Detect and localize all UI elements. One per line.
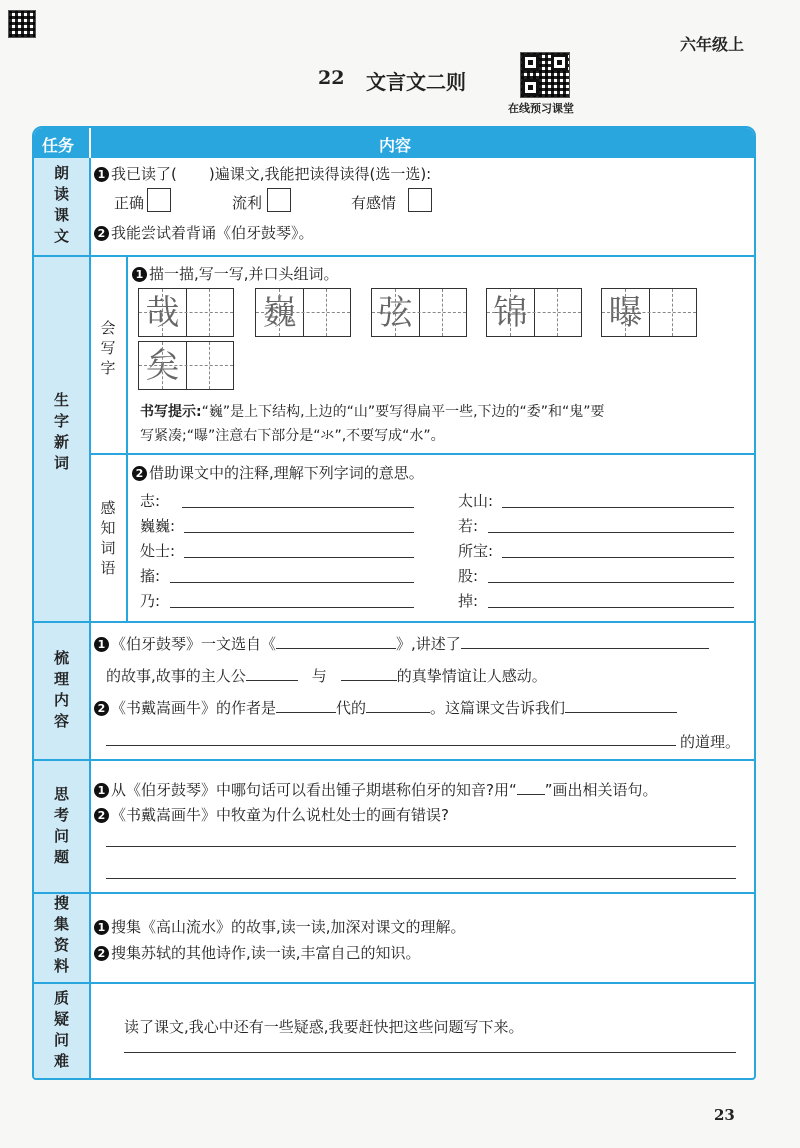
word-chushi: 处士: bbox=[140, 542, 176, 560]
word-zhi: 志: bbox=[140, 492, 161, 510]
option-fluent-label: 流利 bbox=[232, 194, 263, 212]
word-diao-answer[interactable] bbox=[488, 607, 734, 608]
think-answer-line-1[interactable] bbox=[106, 846, 736, 847]
trace-cell: 哉 bbox=[145, 293, 180, 333]
char-grid-6[interactable] bbox=[138, 341, 234, 390]
word-weiwei: 巍巍: bbox=[140, 517, 176, 535]
sort-line-1: 1 《伯牙鼓琴》一文选自《 》,讲述了 bbox=[94, 633, 709, 654]
trace-cell: 矣 bbox=[145, 346, 180, 386]
word-ruo: 若: bbox=[458, 517, 479, 535]
read-item-2: 2 我能尝试着背诵《伯牙鼓琴》。 bbox=[94, 222, 314, 243]
writing-tip-line-1: 书写提示:“巍”是上下结构,上边的“山”要写得扁平一些,下边的“委”和“鬼”要 bbox=[140, 404, 605, 420]
read-item-1: 1 我已读了( )遍课文,我能把读得读得(选一选): bbox=[94, 163, 431, 184]
trace-cell: 弦 bbox=[378, 293, 413, 333]
word-chushi-answer[interactable] bbox=[184, 557, 414, 558]
collect-item-1: 1 搜集《高山流水》的故事,读一读,加深对课文的理解。 bbox=[94, 916, 466, 937]
word-diao: 掉: bbox=[458, 592, 479, 610]
word-ruo-answer[interactable] bbox=[488, 532, 734, 533]
word-weiwei-answer[interactable] bbox=[184, 532, 414, 533]
word-chu-answer[interactable] bbox=[170, 582, 414, 583]
think-answer-line-2[interactable] bbox=[106, 878, 736, 879]
sort-answer-line[interactable] bbox=[106, 745, 676, 746]
option-correct-label: 正确 bbox=[114, 194, 145, 212]
option-fluent-box[interactable] bbox=[267, 188, 291, 212]
perceive-words-label: 感知词语 bbox=[100, 499, 116, 577]
char-grid-1[interactable] bbox=[138, 288, 234, 337]
page-number: 23 bbox=[714, 1106, 735, 1124]
lesson-number: 22 bbox=[318, 67, 345, 89]
write-chars-label: 会写字 bbox=[100, 319, 116, 377]
sort-line-3: 2 《书戴嵩画牛》的作者是 代的 。这篇课文告诉我们 bbox=[94, 697, 677, 718]
char-grid-5[interactable] bbox=[601, 288, 697, 337]
corner-qr-code bbox=[8, 10, 36, 38]
word-chu: 搐: bbox=[140, 567, 161, 585]
sort-line-2: 的故事,故事的主人公 与 的真挚情谊让人感动。 bbox=[106, 667, 547, 685]
chars-item-2: 2 借助课文中的注释,理解下列字词的意思。 bbox=[132, 462, 424, 483]
collect-item-2: 2 搜集苏轼的其他诗作,读一读,丰富自己的知识。 bbox=[94, 942, 421, 963]
sort-task-label: 梳理内容 bbox=[53, 649, 69, 730]
think-task-label: 思考问题 bbox=[53, 785, 69, 866]
option-correct-box[interactable] bbox=[147, 188, 171, 212]
think-item-2: 2 《书戴嵩画牛》中牧童为什么说杜处士的画有错误? bbox=[94, 804, 449, 825]
option-feeling-label: 有感情 bbox=[351, 194, 397, 212]
word-gu: 股: bbox=[458, 567, 479, 585]
char-grid-3[interactable] bbox=[371, 288, 467, 337]
sort-line-4: 的道理。 bbox=[680, 733, 741, 751]
task-table bbox=[32, 126, 756, 1080]
word-zhi-answer[interactable] bbox=[182, 507, 414, 508]
word-suobao-answer[interactable] bbox=[502, 557, 734, 558]
chars-item-1: 1 描一描,写一写,并口头组词。 bbox=[132, 263, 339, 284]
trace-cell: 曝 bbox=[608, 293, 643, 333]
chars-task-label: 生字新词 bbox=[53, 391, 69, 472]
think-item-1: 1 从《伯牙鼓琴》中哪句话可以看出锺子期堪称伯牙的知音?用“ ”画出相关语句。 bbox=[94, 779, 658, 800]
header-content: 内容 bbox=[379, 136, 412, 155]
preview-qr-code[interactable] bbox=[520, 52, 570, 98]
lesson-title: 文言文二则 bbox=[366, 70, 466, 94]
grade-label: 六年级上 bbox=[680, 35, 745, 54]
writing-tip-line-2: 写紧凑;“曝”注意右下部分是“氺”,不要写成“水”。 bbox=[140, 428, 445, 444]
read-task-label: 朗读课文 bbox=[53, 164, 69, 245]
word-nai-answer[interactable] bbox=[170, 607, 414, 608]
word-taishan: 太山: bbox=[458, 492, 494, 510]
question-answer-line[interactable] bbox=[124, 1052, 736, 1053]
question-prompt: 读了课文,我心中还有一些疑惑,我要赶快把这些问题写下来。 bbox=[124, 1018, 524, 1036]
qr-caption: 在线预习课堂 bbox=[508, 102, 574, 115]
option-feeling-box[interactable] bbox=[408, 188, 432, 212]
question-task-label: 质疑问难 bbox=[53, 989, 69, 1070]
header-task: 任务 bbox=[42, 136, 75, 155]
table-header bbox=[34, 128, 754, 158]
char-grid-4[interactable] bbox=[486, 288, 582, 337]
word-taishan-answer[interactable] bbox=[502, 507, 734, 508]
word-gu-answer[interactable] bbox=[488, 582, 734, 583]
word-suobao: 所宝: bbox=[458, 542, 494, 560]
collect-task-label: 搜集资料 bbox=[53, 894, 69, 975]
word-nai: 乃: bbox=[140, 592, 161, 610]
trace-cell: 巍 bbox=[262, 293, 297, 333]
char-grid-2[interactable] bbox=[255, 288, 351, 337]
trace-cell: 锦 bbox=[493, 293, 528, 333]
